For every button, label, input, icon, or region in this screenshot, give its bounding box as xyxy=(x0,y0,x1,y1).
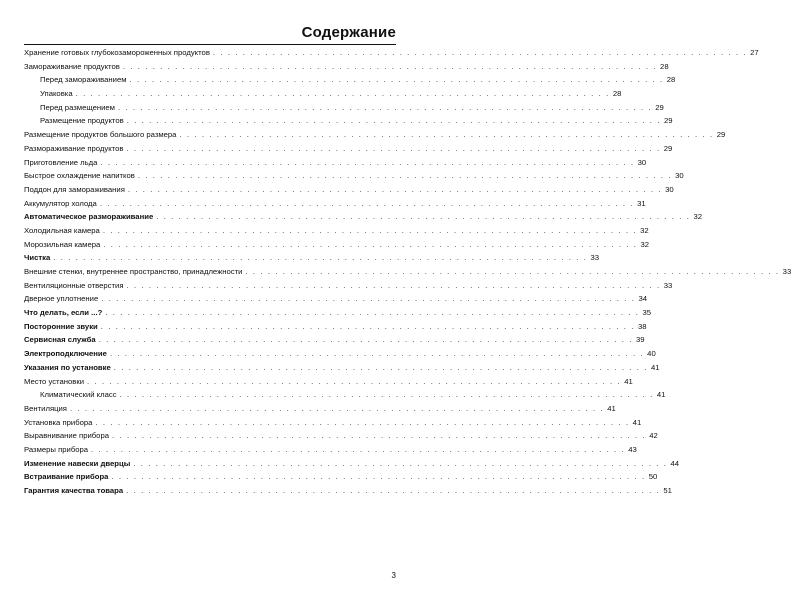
dot-leader: . . . . . . . . . . . . . . . . . . . . . . . . . . . . . . . . . . . . . . . . . . . . . . . . . . . . . . . . . . . . . . . . . . . . . . . . xyxy=(122,61,658,71)
toc-entry-page: 28 xyxy=(660,61,669,71)
toc-entry-title: Аккумулятор холода xyxy=(24,198,97,208)
toc-entry[interactable] xyxy=(24,156,647,170)
toc-entry-title: Морозильная камера xyxy=(24,239,101,249)
dot-leader: . . . . . . . . . . . . . . . . . . . . . . . . . . . . . . . . . . . . . . . . . . . . . . . . . . . . . . . . . . . . . . . . . . . . . . . . xyxy=(127,184,663,194)
toc-entry-title: Установка прибора xyxy=(24,417,93,427)
toc-entry[interactable] xyxy=(24,142,673,156)
toc-entry-title: Электроподключение xyxy=(24,349,107,359)
dot-leader: . . . . . . . . . . . . . . . . . . . . . . . . . . . . . . . . . . . . . . . . . . . . . . . . . . . . . . . . . . . . . . . . . . . . . . . . xyxy=(53,253,588,263)
header-divider xyxy=(24,44,396,45)
toc-entry-title: Размещение продуктов большого размера xyxy=(24,130,177,140)
dot-leader: . . . . . . . . . . . . . . . . . . . . . . . . . . . . . . . . . . . . . . . . . . . . . . . . . . . . . . . . . . . . . . . . . . . . . . . . xyxy=(126,116,661,126)
dot-leader: . . . . . . . . . . . . . . . . . . . . . . . . . . . . . . . . . . . . . . . . . . . . . . . . . . . . . . . . . . . . . . . . . . . . . . . . xyxy=(111,472,646,482)
dot-leader: . . . . . . . . . . . . . . . . . . . . . . . . . . . . . . . . . . . . . . . . . . . . . . . . . . . . . . . . . . . . . . . . . . . . . . . . xyxy=(212,48,748,57)
dot-leader: . . . . . . . . . . . . . . . . . . . . . . . . . . . . . . . . . . . . . . . . . . . . . . . . . . . . . . . . . . . . . . . . . . . . . . . . xyxy=(126,280,661,290)
toc-entry-page: 29 xyxy=(655,102,664,112)
toc-entry-page: 38 xyxy=(638,321,647,331)
toc-entry-page: 39 xyxy=(635,335,645,345)
toc-entry-page: 42 xyxy=(649,431,658,441)
toc-entry-title: Место установки xyxy=(24,376,85,386)
dot-leader: . . . . . . . . . . . . . . . . . . . . . . . . . . . . . . . . . . . . . . . . . . . . . . . . . . . . . . . . . . . . . . . . . . . . . . . . xyxy=(156,212,691,222)
toc-entry[interactable] xyxy=(24,347,656,361)
dot-leader: . . . . . . . . . . . . . . . . . . . . . . . . . . . . . . . . . . . . . . . . . . . . . . . . . . . . . . . . . . . . . . . . . . . . . . . . xyxy=(129,75,664,85)
dot-leader: . . . . . . . . . . . . . . . . . . . . . . . . . . . . . . . . . . . . . . . . . . . . . . . . . . . . . . . . . . . . . . . . . . . . . . . . xyxy=(75,89,610,99)
toc-entry[interactable] xyxy=(24,73,676,87)
toc-entry-page: 32 xyxy=(693,212,703,222)
toc-entry-title: Вентиляционные отверстия xyxy=(24,280,124,290)
toc-entry-page: 50 xyxy=(648,472,658,482)
dot-leader: . . . . . . . . . . . . . . . . . . . . . . . . . . . . . . . . . . . . . . . . . . . . . . . . . . . . . . . . . . . . . . . . . . . . . . . . xyxy=(179,130,714,140)
toc-entry-page: 44 xyxy=(670,458,680,468)
toc-entry-title: Приготовление льда xyxy=(24,157,98,167)
toc-entry-title: Климатический класс xyxy=(40,390,117,400)
toc-entry-page: 33 xyxy=(663,280,673,290)
dot-leader: . . . . . . . . . . . . . . . . . . . . . . . . . . . . . . . . . . . . . . . . . . . . . . . . . . . . . . . . . . . . . . . . . . . . . . . . xyxy=(101,294,636,304)
toc-entry[interactable] xyxy=(24,457,680,471)
toc-entry[interactable] xyxy=(24,402,616,416)
toc-entry-title: Автоматическое размораживание xyxy=(24,212,154,222)
table-of-contents xyxy=(24,46,791,498)
dot-leader: . . . . . . . . . . . . . . . . . . . . . . . . . . . . . . . . . . . . . . . . . . . . . . . . . . . . . . . . . . . . . . . . . . . . . . . . xyxy=(102,225,638,235)
toc-entry-title: Что делать, если ...? xyxy=(24,308,103,318)
toc-entry[interactable] xyxy=(24,169,684,183)
toc-entry-page: 43 xyxy=(628,444,637,454)
toc-entry[interactable] xyxy=(24,197,646,211)
toc-entry[interactable] xyxy=(24,87,622,101)
dot-leader: . . . . . . . . . . . . . . . . . . . . . . . . . . . . . . . . . . . . . . . . . . . . . . . . . . . . . . . . . . . . . . . . . . . . . . . . xyxy=(109,349,645,359)
toc-entry-page: 51 xyxy=(663,486,672,495)
toc-entry-page: 31 xyxy=(637,198,646,208)
toc-entry[interactable] xyxy=(24,114,673,128)
toc-entry[interactable] xyxy=(24,292,648,306)
toc-entry[interactable] xyxy=(24,416,642,430)
toc-entry[interactable] xyxy=(24,388,666,402)
toc-entry-page: 30 xyxy=(665,184,674,194)
toc-entry-title: Размещение продуктов xyxy=(40,116,124,126)
page-title: Содержание xyxy=(301,24,396,41)
dot-leader: . . . . . . . . . . . . . . . . . . . . . . . . . . . . . . . . . . . . . . . . . . . . . . . . . . . . . . . . . . . . . . . . . . . . . . . . xyxy=(137,171,673,181)
dot-leader: . . . . . . . . . . . . . . . . . . . . . . . . . . . . . . . . . . . . . . . . . . . . . . . . . . . . . . . . . . . . . . . . . . . . . . . . xyxy=(69,403,605,413)
toc-entry-page: 41 xyxy=(624,376,633,386)
toc-entry-title: Перед размещением xyxy=(40,102,115,112)
toc-entry-title: Быстрое охлаждение напитков xyxy=(24,171,135,181)
toc-entry-page: 28 xyxy=(666,75,676,85)
toc-entry-page: 33 xyxy=(590,253,600,263)
dot-leader: . . . . . . . . . . . . . . . . . . . . . . . . . . . . . . . . . . . . . . . . . . . . . . . . . . . . . . . . . . . . . . . . . . . . . . . . xyxy=(133,458,668,468)
toc-entry[interactable] xyxy=(24,128,726,142)
toc-entry-page: 41 xyxy=(632,417,642,427)
toc-entry-title: Холодильная камера xyxy=(24,225,100,235)
toc-entry[interactable] xyxy=(24,238,650,252)
dot-leader: . . . . . . . . . . . . . . . . . . . . . . . . . . . . . . . . . . . . . . . . . . . . . . . . . . . . . . . . . . . . . . . . . . . . . . . . xyxy=(99,198,635,208)
toc-entry-title: Указания по установке xyxy=(24,362,111,372)
toc-entry-title: Размораживание продуктов xyxy=(24,143,124,153)
toc-entry-page: 30 xyxy=(675,171,684,181)
toc-entry-page: 29 xyxy=(716,130,726,140)
toc-entry[interactable] xyxy=(24,279,673,293)
toc-entry-page: 41 xyxy=(651,362,660,372)
toc-entry-page: 29 xyxy=(663,143,673,153)
toc-entry-title: Поддон для замораживания xyxy=(24,184,125,194)
toc-entry-title: Гарантия качества товара xyxy=(24,486,124,495)
dot-leader: . . . . . . . . . . . . . . . . . . . . . . . . . . . . . . . . . . . . . . . . . . . . . . . . . . . . . . . . . . . . . . . . . . . . . . . . xyxy=(103,239,638,249)
toc-entry-title: Встраивание прибора xyxy=(24,472,109,482)
toc-entry[interactable] xyxy=(24,306,652,320)
dot-leader: . . . . . . . . . . . . . . . . . . . . . . . . . . . . . . . . . . . . . . . . . . . . . . . . . . . . . . . . . . . . . . . . . . . . . . . . xyxy=(126,486,661,495)
toc-entry[interactable] xyxy=(24,375,633,389)
page-number: 3 xyxy=(391,571,396,580)
dot-leader: . . . . . . . . . . . . . . . . . . . . . . . . . . . . . . . . . . . . . . . . . . . . . . . . . . . . . . . . . . . . . . . . . . . . . . . . xyxy=(112,431,647,441)
dot-leader: . . . . . . . . . . . . . . . . . . . . . . . . . . . . . . . . . . . . . . . . . . . . . . . . . . . . . . . . . . . . . . . . . . . . . . . . xyxy=(105,308,640,318)
toc-entry[interactable] xyxy=(24,224,649,238)
toc-entry[interactable] xyxy=(24,46,759,60)
toc-entry-title: Замораживание продуктов xyxy=(24,61,120,71)
dot-leader: . . . . . . . . . . . . . . . . . . . . . . . . . . . . . . . . . . . . . . . . . . . . . . . . . . . . . . . . . . . . . . . . . . . . . . . . xyxy=(245,267,780,276)
dot-leader: . . . . . . . . . . . . . . . . . . . . . . . . . . . . . . . . . . . . . . . . . . . . . . . . . . . . . . . . . . . . . . . . . . . . . . . . xyxy=(100,157,635,167)
dot-leader: . . . . . . . . . . . . . . . . . . . . . . . . . . . . . . . . . . . . . . . . . . . . . . . . . . . . . . . . . . . . . . . . . . . . . . . . xyxy=(113,362,648,372)
toc-entry-page: 35 xyxy=(642,308,652,318)
toc-entry-title: Упаковка xyxy=(40,89,73,99)
toc-entry[interactable] xyxy=(24,251,600,265)
toc-entry-title: Изменение навески дверцы xyxy=(24,458,131,468)
dot-leader: . . . . . . . . . . . . . . . . . . . . . . . . . . . . . . . . . . . . . . . . . . . . . . . . . . . . . . . . . . . . . . . . . . . . . . . . xyxy=(95,417,630,427)
dot-leader: . . . . . . . . . . . . . . . . . . . . . . . . . . . . . . . . . . . . . . . . . . . . . . . . . . . . . . . . . . . . . . . . . . . . . . . . xyxy=(117,102,653,112)
toc-entry[interactable] xyxy=(24,429,658,443)
toc-entry-title: Сервисная служба xyxy=(24,335,96,345)
toc-entry-title: Внешние стенки, внутреннее пространство, принадлежности xyxy=(24,267,243,276)
toc-entry-title: Выравнивание прибора xyxy=(24,431,110,441)
toc-entry-page: 34 xyxy=(638,294,648,304)
toc-entry[interactable] xyxy=(24,333,645,347)
toc-entry[interactable] xyxy=(24,470,658,484)
toc-entry-title: Посторонние звуки xyxy=(24,321,98,331)
toc-entry[interactable] xyxy=(24,101,664,115)
toc-entry-page: 32 xyxy=(640,239,650,249)
toc-entry-page: 41 xyxy=(656,390,666,400)
dot-leader: . . . . . . . . . . . . . . . . . . . . . . . . . . . . . . . . . . . . . . . . . . . . . . . . . . . . . . . . . . . . . . . . . . . . . . . . xyxy=(98,335,633,345)
toc-entry-page: 28 xyxy=(612,89,622,99)
toc-entry[interactable] xyxy=(24,361,660,375)
toc-entry[interactable] xyxy=(24,320,647,334)
toc-entry-page: 33 xyxy=(782,267,791,276)
toc-entry[interactable] xyxy=(24,183,674,197)
toc-entry[interactable] xyxy=(24,484,672,498)
toc-entry-title: Вентиляция xyxy=(24,403,67,413)
toc-entry-title: Дверное уплотнение xyxy=(24,294,99,304)
toc-entry[interactable] xyxy=(24,210,703,224)
toc-entry-page: 30 xyxy=(637,157,647,167)
toc-entry-page: 27 xyxy=(750,48,759,57)
dot-leader: . . . . . . . . . . . . . . . . . . . . . . . . . . . . . . . . . . . . . . . . . . . . . . . . . . . . . . . . . . . . . . . . . . . . . . . . xyxy=(87,376,622,386)
toc-entry-page: 29 xyxy=(663,116,673,126)
dot-leader: . . . . . . . . . . . . . . . . . . . . . . . . . . . . . . . . . . . . . . . . . . . . . . . . . . . . . . . . . . . . . . . . . . . . . . . . xyxy=(126,143,661,153)
dot-leader: . . . . . . . . . . . . . . . . . . . . . . . . . . . . . . . . . . . . . . . . . . . . . . . . . . . . . . . . . . . . . . . . . . . . . . . . xyxy=(119,390,654,400)
toc-entry-title: Перед замораживанием xyxy=(40,75,127,85)
toc-entry-page: 40 xyxy=(647,349,656,359)
toc-entry-title: Размеры прибора xyxy=(24,444,89,454)
toc-entry-page: 32 xyxy=(640,225,649,235)
toc-entry-page: 41 xyxy=(607,403,616,413)
toc-entry[interactable] xyxy=(24,265,791,279)
toc-entry[interactable] xyxy=(24,60,669,74)
dot-leader: . . . . . . . . . . . . . . . . . . . . . . . . . . . . . . . . . . . . . . . . . . . . . . . . . . . . . . . . . . . . . . . . . . . . . . . . xyxy=(91,444,626,454)
toc-entry-title: Чистка xyxy=(24,253,51,263)
dot-leader: . . . . . . . . . . . . . . . . . . . . . . . . . . . . . . . . . . . . . . . . . . . . . . . . . . . . . . . . . . . . . . . . . . . . . . . . xyxy=(100,321,636,331)
toc-entry-title: Хранение готовых глубокозамороженных продуктов xyxy=(24,48,210,57)
toc-entry[interactable] xyxy=(24,443,637,457)
